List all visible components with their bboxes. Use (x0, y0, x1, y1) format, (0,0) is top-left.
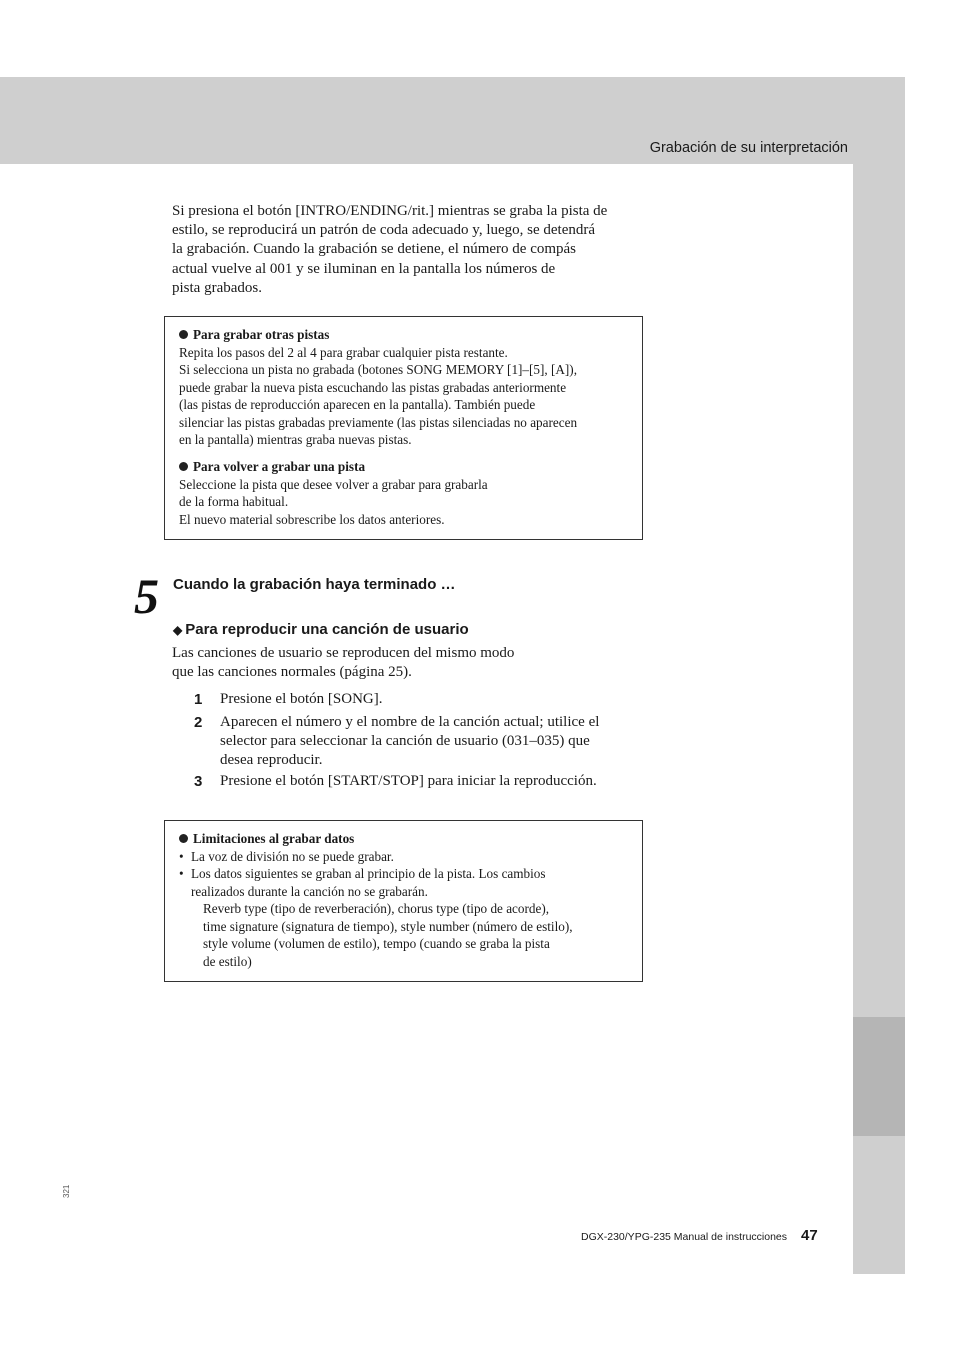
detail-text: Reverb type (tipo de reverberación), chorus type (tipo de acorde), time signature (signatura de tiempo), style number (número de estilo), style volume (volumen de estilo), tempo (cuando se graba la pista de estilo) (203, 901, 573, 969)
side-code: 321 (62, 1184, 71, 1198)
subsection-body (172, 644, 552, 682)
intro-line: estilo, se reproducirá un patrón de coda adecuado y, luego, se detendrá (172, 222, 596, 239)
intro-paragraph (172, 202, 638, 298)
page-header-title: Grabación de su interpretación (649, 140, 848, 156)
diamond-icon: ◆ (173, 623, 183, 637)
step-number: 5 (134, 568, 159, 624)
list-item: • Los datos siguientes se graban al principio de la pista. Los cambios realizados durante la canción no se grabarán. (179, 866, 546, 899)
footer-manual-title: DGX-230/YPG-235 Manual de instrucciones (581, 1231, 788, 1243)
intro-line: Si presiona el botón [INTRO/ENDING/rit.] mientras se graba la pista de (172, 203, 608, 219)
note-line: Repita los pasos del 2 al 4 para grabar cualquier pista restante. (179, 344, 508, 360)
note-line: El nuevo material sobrescribe los datos anteriores. (179, 511, 445, 527)
note-heading: Para volver a grabar una pista (179, 458, 624, 476)
dot-icon: • (179, 848, 184, 864)
list-item-text: Aparecen el número y el nombre de la canción actual; utilice el selector para seleccionar la canción de usuario (031–035) que desea reproducir. (220, 714, 600, 769)
note-heading: Para grabar otras pistas (179, 326, 624, 344)
note-line: de la forma habitual. (179, 494, 289, 509)
page-number: 47 (801, 1227, 818, 1244)
list-item-text: Presione el botón [SONG]. (220, 691, 383, 707)
note-line: (las pistas de reproducción aparecen en la pantalla). También puede (179, 397, 536, 412)
subsection-title: ◆ Para reproducir una canción de usuario (173, 621, 469, 638)
note-line: puede grabar la nueva pista escuchando las pistas grabadas anteriormente (179, 379, 567, 395)
note-line: en la pantalla) mientras graba nuevas pistas. (179, 432, 412, 447)
note-line: Si selecciona un pista no grabada (botones SONG MEMORY [1]–[5], [A]), (179, 362, 577, 377)
bullet-icon (179, 462, 188, 471)
note-box-recording (164, 316, 643, 540)
list-item-number: 3 (194, 773, 203, 790)
note-line: Seleccione la pista que desee volver a grabar para grabarla (179, 476, 488, 492)
intro-line: pista grabados. (172, 279, 262, 296)
list-item-text: Presione el botón [START/STOP] para iniciar la reproducción. (220, 773, 597, 789)
bullet-icon (179, 330, 188, 339)
step-title: Cuando la grabación haya terminado … (173, 576, 456, 593)
note-section-rerecord (179, 458, 624, 528)
list-item: • La voz de división no se puede grabar. (179, 848, 394, 864)
list-item-number: 1 (194, 691, 203, 708)
section-tab (853, 1017, 905, 1136)
body-line: que las canciones normales (página 25). (172, 664, 412, 681)
intro-line: la grabación. Cuando la grabación se detiene, el número de compás (172, 241, 577, 258)
note-section-other-tracks (179, 326, 624, 449)
bullet-icon (179, 834, 188, 843)
note-box-limitations (164, 820, 643, 982)
note-heading: Limitaciones al grabar datos (179, 830, 619, 848)
list-item-number: 2 (194, 714, 203, 731)
intro-line: actual vuelve al 001 y se iluminan en la pantalla los números de (172, 260, 556, 277)
note-line: silenciar las pistas grabadas previamente (las pistas silenciadas no aparecen (179, 414, 578, 430)
dot-icon: • (179, 866, 184, 881)
body-line: Las canciones de usuario se reproducen del mismo modo (172, 645, 515, 661)
